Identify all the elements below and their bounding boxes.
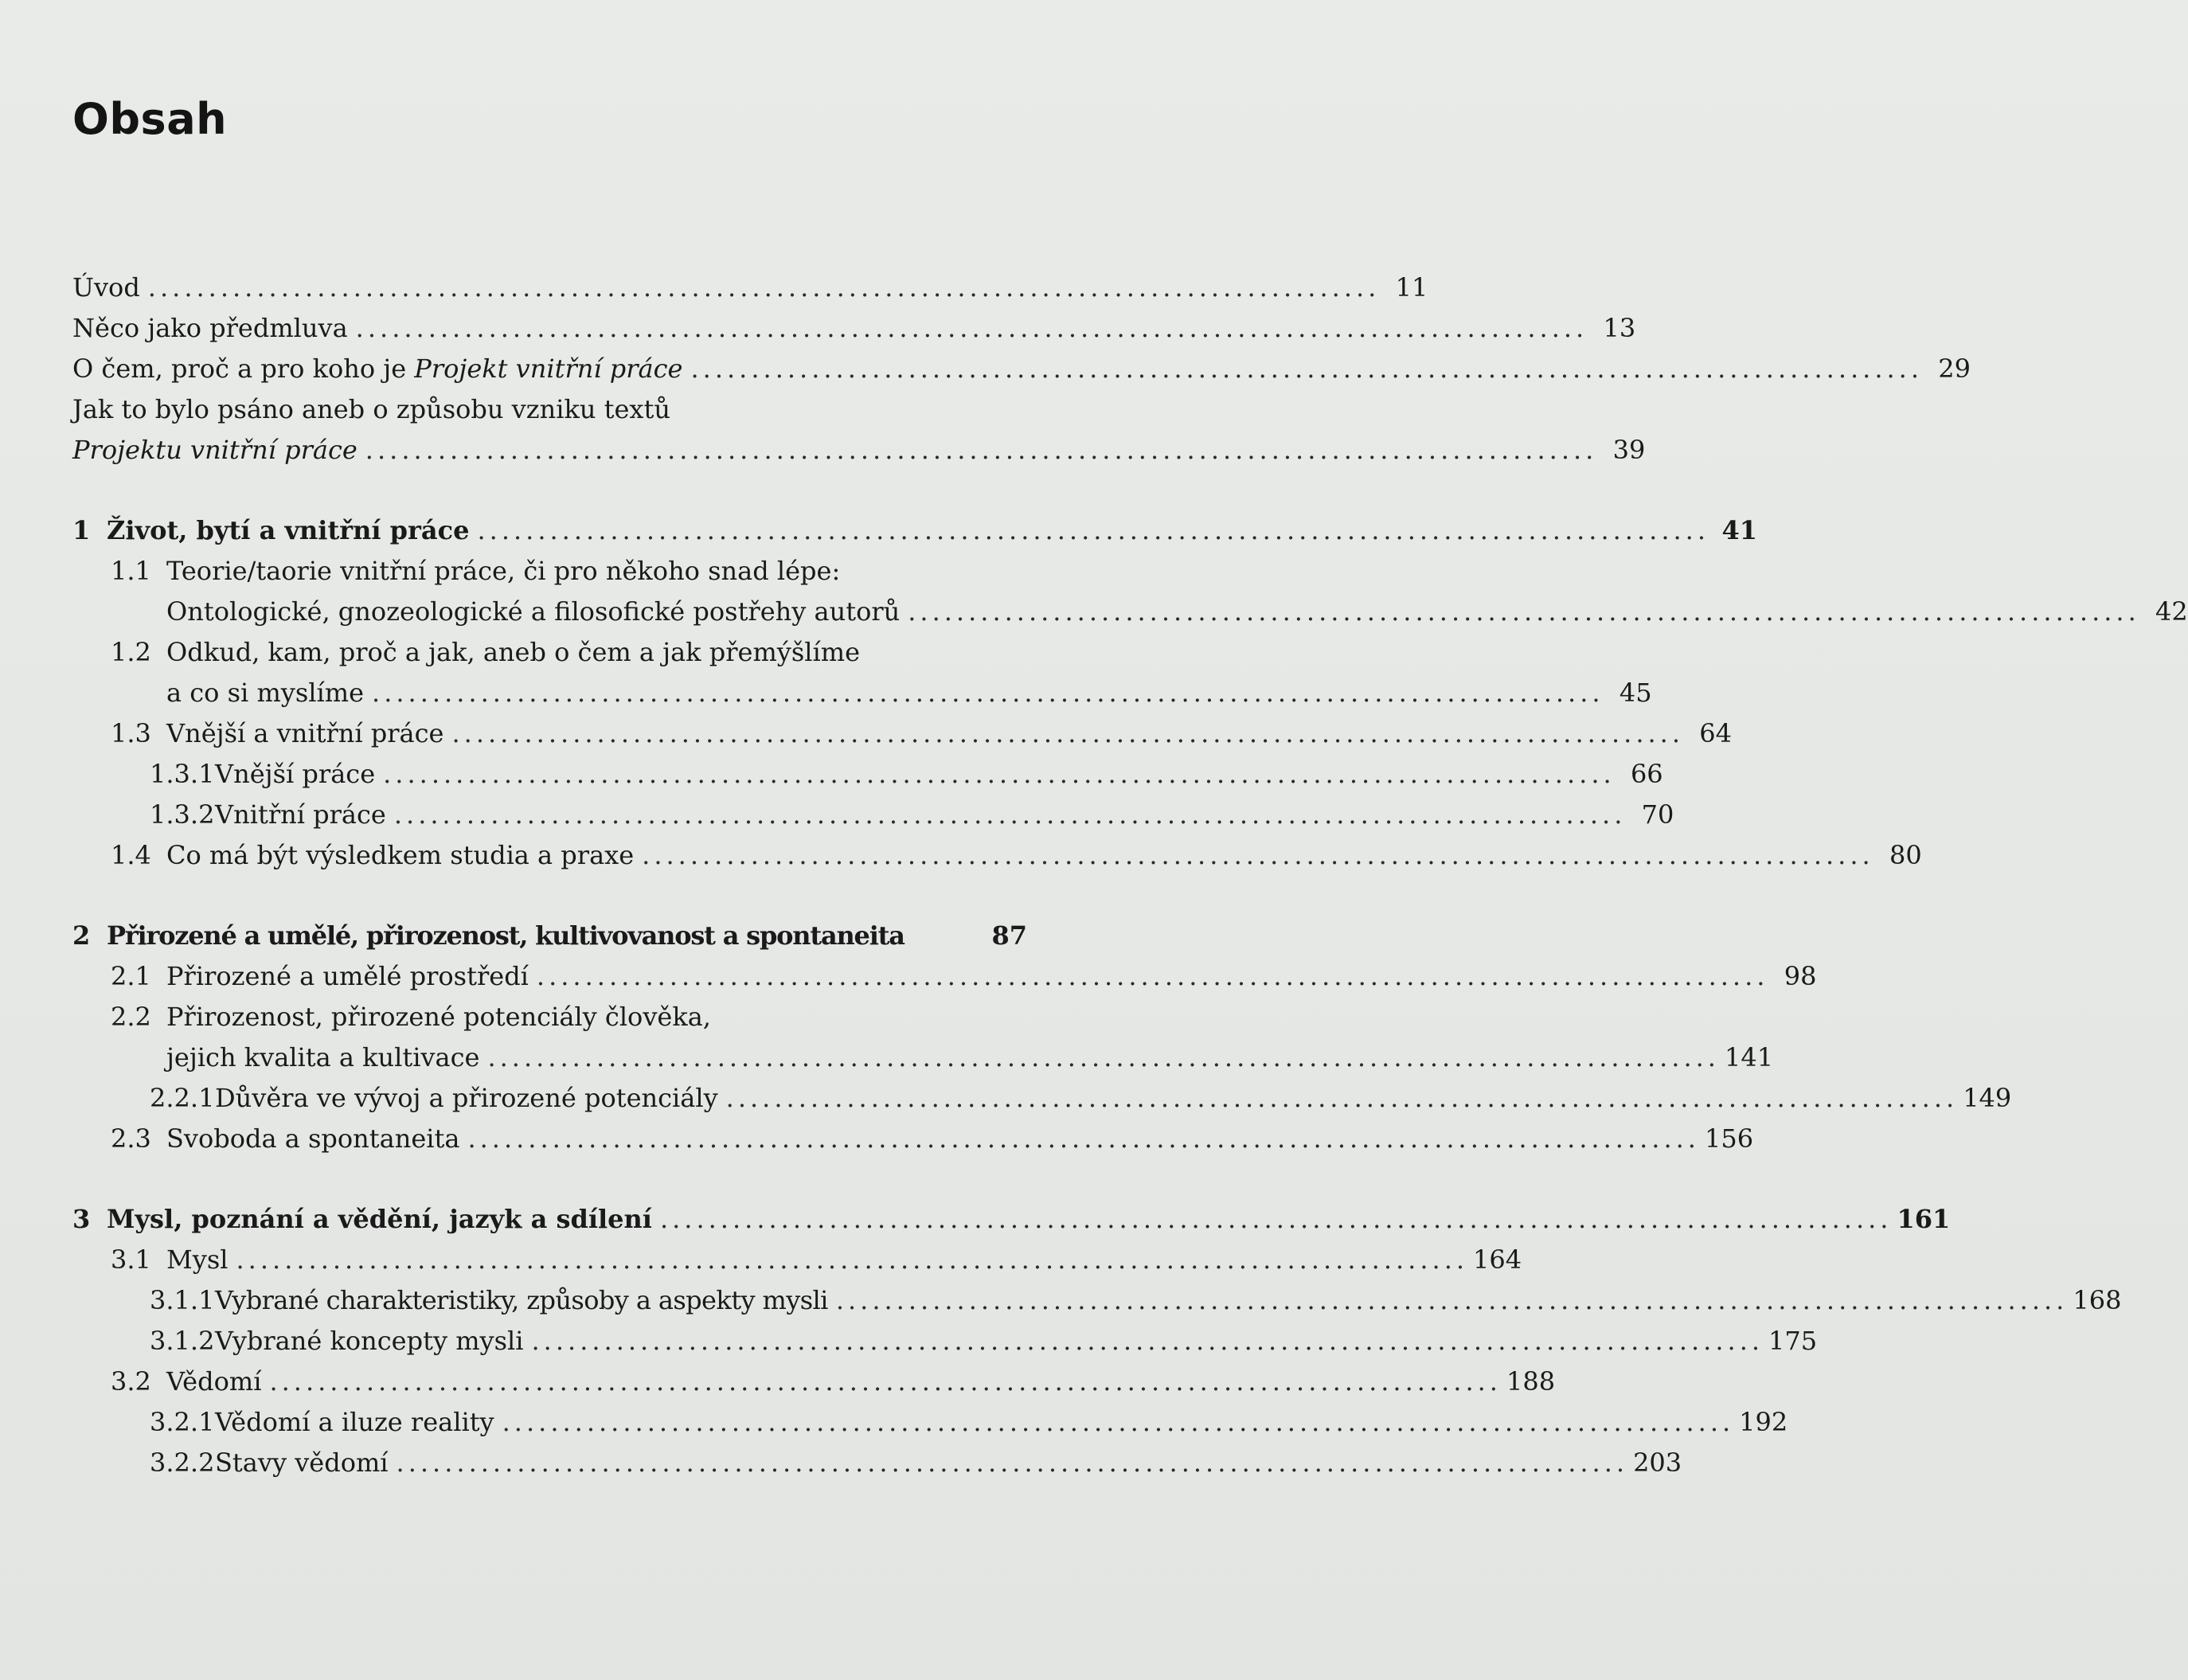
section-title: Odkud, kam, proč a jak, aneb o čem a jak přemýšlíme bbox=[166, 637, 861, 667]
chapter-number: 2 bbox=[72, 920, 91, 951]
toc-entry-page: 29 bbox=[1938, 354, 1971, 384]
subsection-number: 2.2.1 bbox=[150, 1083, 215, 1113]
leader-dots: ...................................................................................................... bbox=[502, 1407, 1735, 1437]
subsection-page: 203 bbox=[1633, 1448, 1682, 1478]
section-title: Ontologické, gnozeologické a filosofické postřehy autorů bbox=[166, 596, 901, 627]
subsection-page: 66 bbox=[1630, 759, 1663, 789]
section-page: 141 bbox=[1724, 1042, 1774, 1072]
subsection-number: 3.2.2 bbox=[150, 1448, 215, 1478]
toc-entry-title: Úvod bbox=[72, 272, 140, 303]
toc-section-1-1 bbox=[72, 551, 1027, 592]
chapter-title: Mysl, poznání a vědění, jazyk a sdílení bbox=[107, 1204, 652, 1234]
toc-entry-jak-to-bylo-cont bbox=[72, 430, 1646, 471]
toc-section-3-2 bbox=[72, 1362, 1556, 1402]
subsection-page: 175 bbox=[1768, 1326, 1818, 1356]
subsection-title: Vnější práce bbox=[215, 759, 376, 789]
section-gap bbox=[72, 1159, 1027, 1199]
toc-subsection-2-2-1 bbox=[72, 1078, 2012, 1119]
toc-chapter-2 bbox=[72, 916, 1027, 956]
section-title: Svoboda a spontaneita bbox=[166, 1123, 460, 1154]
section-page: 45 bbox=[1619, 678, 1652, 708]
section-page: 188 bbox=[1506, 1366, 1556, 1397]
subsection-number: 1.3.1 bbox=[150, 759, 215, 789]
section-title: Vědomí bbox=[166, 1366, 262, 1397]
subsection-page: 168 bbox=[2073, 1285, 2122, 1315]
leader-dots: ...................................................................................................... bbox=[396, 1448, 1629, 1478]
toc-section-1-2 bbox=[72, 632, 1027, 673]
toc-subsection-3-1-1 bbox=[72, 1280, 2122, 1321]
chapter-page: 161 bbox=[1897, 1204, 1951, 1234]
subsection-title: Vybrané charakteristiky, způsoby a aspekty mysli bbox=[215, 1285, 828, 1315]
toc-chapter-3 bbox=[72, 1199, 1951, 1240]
section-gap bbox=[72, 471, 1027, 510]
toc-section-2-3 bbox=[72, 1119, 1754, 1159]
leader-dots: ...................................................................................................... bbox=[536, 961, 1769, 991]
section-number: 1.3 bbox=[111, 718, 151, 748]
section-number: 1.4 bbox=[111, 840, 151, 870]
chapter-title: Život, bytí a vnitřní práce bbox=[107, 515, 470, 545]
section-title: a co si myslíme bbox=[166, 678, 365, 708]
toc-entry-title-italic: Projektu vnitřní práce bbox=[72, 435, 358, 465]
subsection-number: 3.2.1 bbox=[150, 1407, 215, 1437]
toc-entry-title bbox=[72, 349, 682, 389]
subsection-number: 3.1.1 bbox=[150, 1285, 215, 1315]
section-page: 80 bbox=[1889, 840, 1922, 870]
leader-dots: ...................................................................................................... bbox=[451, 718, 1684, 748]
section-number: 1.2 bbox=[111, 637, 151, 667]
section-page: 164 bbox=[1473, 1244, 1522, 1275]
toc-entry-page: 13 bbox=[1603, 313, 1636, 343]
toc-section-1-3 bbox=[72, 713, 1732, 754]
toc-entry-jak-to-bylo bbox=[72, 389, 1027, 430]
leader-dots: ...................................................................................................... bbox=[365, 435, 1598, 465]
toc-section-2-2-cont bbox=[72, 1037, 1774, 1078]
subsection-title: Vybrané koncepty mysli bbox=[215, 1326, 524, 1356]
toc-entry-uvod bbox=[72, 268, 1428, 308]
section-title: jejich kvalita a kultivace bbox=[166, 1042, 480, 1072]
leader-dots: ...................................................................................................... bbox=[147, 272, 1381, 303]
section-number: 3.2 bbox=[111, 1366, 151, 1397]
toc-section-1-4 bbox=[72, 835, 1922, 876]
leader-dots: ...................................................................................................... bbox=[467, 1123, 1700, 1154]
page-title: Obsah bbox=[72, 94, 228, 144]
toc-entry-title-italic: Projekt vnitřní práce bbox=[414, 354, 683, 384]
toc-chapter-1 bbox=[72, 510, 1757, 551]
section-page: 98 bbox=[1784, 961, 1817, 991]
toc-section-1-1-cont bbox=[72, 592, 2188, 632]
section-page: 64 bbox=[1699, 718, 1732, 748]
leader-dots: ...................................................................................................... bbox=[487, 1042, 1720, 1072]
leader-dots: ...................................................................................................... bbox=[690, 354, 1924, 384]
toc-subsection-3-2-1 bbox=[72, 1402, 1788, 1443]
leader-dots: ...................................................................................................... bbox=[477, 515, 1709, 545]
leader-dots: ...................................................................................................... bbox=[355, 313, 1588, 343]
toc-section-2-2 bbox=[72, 997, 1027, 1037]
toc-section-2-1 bbox=[72, 956, 1817, 997]
section-page: 156 bbox=[1704, 1123, 1754, 1154]
toc-entry-predmluva bbox=[72, 308, 1636, 349]
leader-dots: ...................................................................................................... bbox=[269, 1366, 1502, 1397]
toc-section-3-1 bbox=[72, 1240, 1522, 1280]
subsection-page: 192 bbox=[1739, 1407, 1788, 1437]
section-page: 42 bbox=[2155, 596, 2188, 627]
leader-dots: ...................................................................................................... bbox=[372, 678, 1604, 708]
leader-dots: ...................................................................................................... bbox=[531, 1326, 1764, 1356]
subsection-title: Stavy vědomí bbox=[215, 1448, 389, 1478]
section-number: 2.1 bbox=[111, 961, 151, 991]
leader-dots: ...................................................................................................... bbox=[908, 596, 2140, 627]
subsection-number: 1.3.2 bbox=[150, 799, 215, 830]
toc-subsection-1-3-1 bbox=[72, 754, 1663, 795]
leader-dots: ...................................................................................................... bbox=[725, 1083, 1959, 1113]
section-title: Mysl bbox=[166, 1244, 229, 1275]
toc-entry-title-text: O čem, proč a pro koho je bbox=[72, 354, 415, 384]
chapter-title: Přirozené a umělé, přirozenost, kultivovanost a spontaneita bbox=[107, 920, 905, 951]
section-number: 2.2 bbox=[111, 1002, 151, 1032]
leader-dots: ...................................................................................................... bbox=[642, 840, 1874, 870]
chapter-number: 3 bbox=[72, 1204, 91, 1234]
chapter-page: 41 bbox=[1721, 515, 1757, 545]
toc-entry-o-cem bbox=[72, 349, 1971, 389]
subsection-number: 3.1.2 bbox=[150, 1326, 215, 1356]
toc-subsection-3-1-2 bbox=[72, 1321, 1818, 1362]
leader-dots: ...................................................................................................... bbox=[393, 799, 1627, 830]
leader-dots: ...................................................................................................... bbox=[835, 1285, 2069, 1315]
chapter-page: 87 bbox=[991, 920, 1027, 951]
leader-dots: ...................................................................................................... bbox=[659, 1204, 1893, 1234]
subsection-title: Vědomí a iluze reality bbox=[215, 1407, 494, 1437]
toc-entry-title: Něco jako předmluva bbox=[72, 313, 348, 343]
section-title: Vnější a vnitřní práce bbox=[166, 718, 444, 748]
toc-section-1-2-cont bbox=[72, 673, 1652, 713]
subsection-page: 149 bbox=[1963, 1083, 2012, 1113]
section-number: 1.1 bbox=[111, 556, 151, 586]
toc-entry-page: 39 bbox=[1612, 435, 1646, 465]
leader-dots: ...................................................................................................... bbox=[236, 1244, 1469, 1275]
section-title: Přirozenost, přirozené potenciály člověka, bbox=[166, 1002, 711, 1032]
section-gap bbox=[72, 876, 1027, 916]
section-title: Přirozené a umělé prostředí bbox=[166, 961, 529, 991]
toc-entry-title: Jak to bylo psáno aneb o způsobu vzniku textů bbox=[72, 394, 670, 424]
toc-subsection-1-3-2 bbox=[72, 795, 1674, 835]
table-of-contents bbox=[72, 268, 2188, 1483]
toc-entry-page: 11 bbox=[1395, 272, 1428, 303]
section-number: 2.3 bbox=[111, 1123, 151, 1154]
subsection-title: Důvěra ve vývoj a přirozené potenciály bbox=[215, 1083, 718, 1113]
section-title: Teorie/taorie vnitřní práce, či pro někoho snad lépe: bbox=[166, 556, 841, 586]
subsection-title: Vnitřní práce bbox=[215, 799, 386, 830]
toc-subsection-3-2-2 bbox=[72, 1443, 1682, 1483]
leader-dots: ...................................................................................................... bbox=[383, 759, 1616, 789]
chapter-number: 1 bbox=[72, 515, 91, 545]
section-number: 3.1 bbox=[111, 1244, 151, 1275]
section-title: Co má být výsledkem studia a praxe bbox=[166, 840, 635, 870]
subsection-page: 70 bbox=[1641, 799, 1674, 830]
